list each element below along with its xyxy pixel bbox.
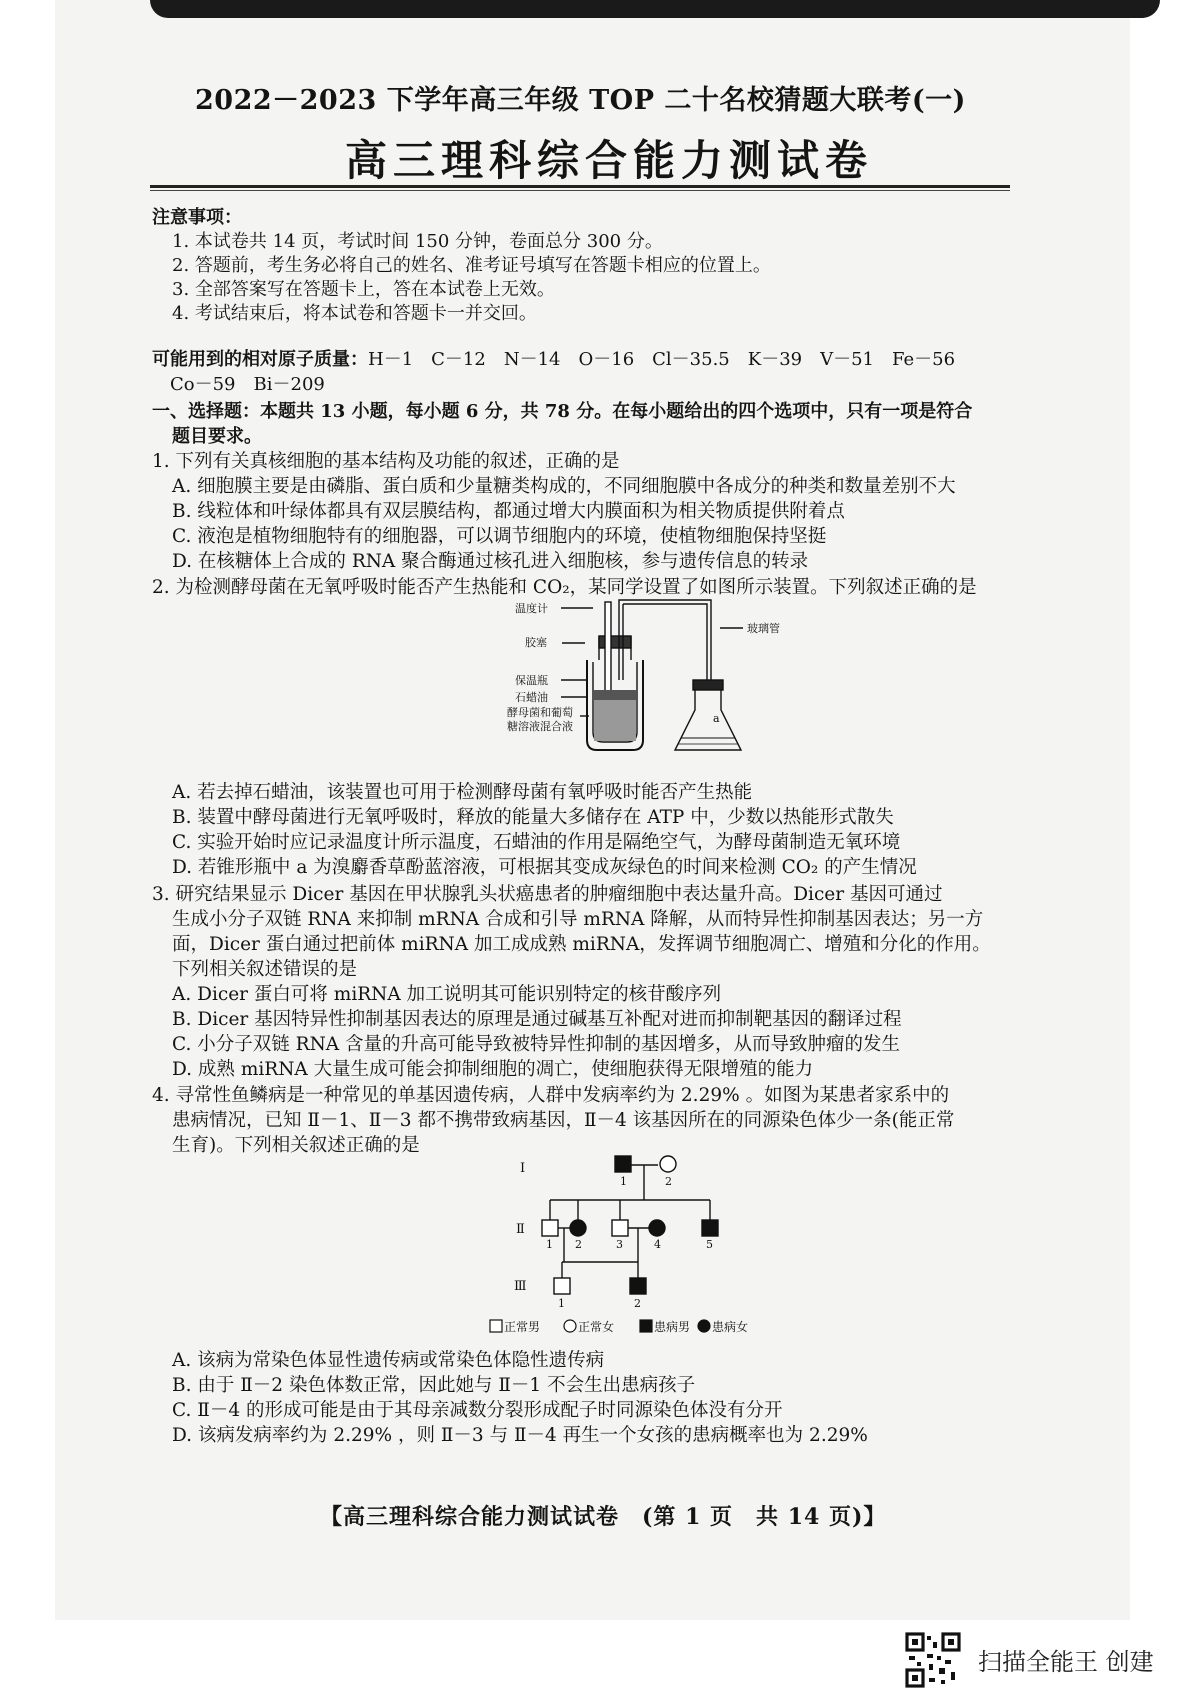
atomic-mass-values-2: Co－59 Bi－209 [170, 374, 325, 395]
q1-option-b: B. 线粒体和叶绿体都具有双层膜结构，都通过增大内膜面积为相关物质提供附着点 [172, 501, 845, 522]
i1-affected-male [615, 1156, 631, 1172]
i2-normal-female [660, 1156, 676, 1172]
q3-stem-3: 面，Dicer 蛋白通过把前体 miRNA 加工成成熟 miRNA，发挥调节细胞凋亡、增殖和分化的作用。 [172, 934, 991, 955]
num-iii1: 1 [558, 1297, 565, 1310]
q3-option-b: B. Dicer 基因特异性抑制基因表达的原理是通过碱基互补配对进而抑制靶基因的翻译过程 [172, 1009, 902, 1030]
num-iii2: 2 [634, 1297, 641, 1310]
ii3-normal-male [612, 1220, 628, 1236]
ii2-affected-female [570, 1220, 586, 1236]
q2-option-d: D. 若锥形瓶中 a 为溴麝香草酚蓝溶液，可根据其变成灰绿色的时间来检测 CO₂ 的产生情况 [172, 857, 917, 878]
ii5-affected-male [702, 1220, 718, 1236]
q3-stem-1: 3. 研究结果显示 Dicer 基因在甲状腺乳头状癌患者的肿瘤细胞中表达量升高。Dicer 基因可通过 [152, 884, 943, 905]
generation-i-label: Ⅰ [520, 1161, 526, 1176]
q2-option-c: C. 实验开始时应记录温度计所示温度，石蜡油的作用是隔绝空气，为酵母菌制造无氧环境 [172, 832, 901, 853]
q4-pedigree-figure [490, 1150, 770, 1335]
label-thermometer: 温度计 [515, 602, 548, 615]
num-i2: 2 [665, 1175, 672, 1188]
q3-option-a: A. Dicer 蛋白可将 miRNA 加工说明其可能识别特定的核苷酸序列 [172, 984, 722, 1005]
iii1-normal-male [554, 1278, 570, 1294]
label-paraffin: 石蜡油 [515, 691, 548, 704]
num-ii5: 5 [706, 1238, 713, 1251]
num-i1: 1 [620, 1175, 627, 1188]
scanner-watermark: 扫描全能王 创建 [978, 1648, 1154, 1676]
title-rule [150, 185, 1010, 188]
legend-normal-male: 正常男 [504, 1320, 541, 1334]
iii2-affected-male [630, 1278, 646, 1294]
ii4-affected-female [649, 1220, 665, 1236]
q4-option-b: B. 由于 Ⅱ－2 染色体数正常，因此她与 Ⅱ－1 不会生出患病孩子 [172, 1375, 696, 1396]
legend-affected-female: 患病女 [712, 1320, 749, 1334]
q1-option-d: D. 在核糖体上合成的 RNA 聚合酶通过核孔进入细胞核，参与遗传信息的转录 [172, 551, 809, 572]
atomic-mass-line [152, 345, 955, 371]
note-item: 3. 全部答案写在答题卡上，答在本试卷上无效。 [172, 279, 555, 300]
q2-apparatus-figure [507, 600, 815, 760]
q4-option-a: A. 该病为常染色体显性遗传病或常染色体隐性遗传病 [172, 1350, 605, 1371]
title-rule-thin [150, 190, 1010, 191]
num-ii3: 3 [616, 1238, 623, 1251]
label-glass-tube: 玻璃管 [747, 622, 780, 635]
q4-stem-3: 生育)。下列相关叙述正确的是 [172, 1135, 420, 1156]
paper-title: 高三理科综合能力测试卷 [345, 136, 874, 185]
qr-code-icon [905, 1632, 961, 1688]
num-ii1: 1 [546, 1238, 553, 1251]
label-mix-1: 酵母菌和葡萄 [507, 706, 573, 719]
legend-affected-male: 患病男 [654, 1320, 691, 1334]
generation-ii-label: Ⅱ [516, 1222, 525, 1237]
ii1-normal-male [542, 1220, 558, 1236]
q1-stem: 1. 下列有关真核细胞的基本结构及功能的叙述，正确的是 [152, 451, 620, 472]
atomic-mass-values: H－1 C－12 N－14 O－16 Cl－35.5 K－39 V－51 Fe－56 [368, 349, 956, 370]
generation-iii-label: Ⅲ [514, 1279, 527, 1294]
exam-title: 2022－2023 下学年高三年级 TOP 二十名校猜题大联考(一) [195, 85, 966, 116]
label-stopper: 胶塞 [525, 636, 547, 649]
num-ii4: 4 [654, 1238, 661, 1251]
legend-normal-female: 正常女 [578, 1320, 615, 1334]
section-heading-cont: 题目要求。 [172, 426, 262, 447]
q3-option-c: C. 小分子双链 RNA 含量的升高可能导致被特异性抑制的基因增多，从而导致肿瘤的发生 [172, 1034, 900, 1055]
note-item: 2. 答题前，考生务必将自己的姓名、准考证号填写在答题卡相应的位置上。 [172, 255, 771, 276]
q4-option-c: C. Ⅱ－4 的形成可能是由于其母亲减数分裂形成配子时同源染色体没有分开 [172, 1400, 783, 1421]
section-heading: 一、选择题：本题共 13 小题，每小题 6 分，共 78 分。在每小题给出的四个选项中，只有一项是符合 [152, 401, 973, 422]
q2-option-b: B. 装置中酵母菌进行无氧呼吸时，释放的能量大多储存在 ATP 中，少数以热能形式散失 [172, 807, 894, 828]
q1-option-a: A. 细胞膜主要是由磷脂、蛋白质和少量糖类构成的，不同细胞膜中各成分的种类和数量差别不大 [172, 476, 956, 497]
page-footer: 【高三理科综合能力测试试卷 (第 1 页 共 14 页)】 [320, 1504, 887, 1530]
label-a: a [713, 712, 720, 725]
note-item: 1. 本试卷共 14 页，考试时间 150 分钟，卷面总分 300 分。 [172, 231, 663, 252]
q1-option-c: C. 液泡是植物细胞特有的细胞器，可以调节细胞内的环境，使植物细胞保持坚挺 [172, 526, 827, 547]
q2-stem: 2. 为检测酵母菌在无氧呼吸时能否产生热能和 CO₂，某同学设置了如图所示装置。下列叙述正确的是 [152, 577, 977, 598]
q4-stem-1: 4. 寻常性鱼鳞病是一种常见的单基因遗传病，人群中发病率约为 2.29% 。如图为某患者家系中的 [152, 1085, 950, 1106]
q4-option-d: D. 该病发病率约为 2.29% ，则 Ⅱ－3 与 Ⅱ－4 再生一个女孩的患病概率也为 2.29% [172, 1425, 868, 1446]
q3-stem-2: 生成小分子双链 RNA 来抑制 mRNA 合成和引导 mRNA 降解，从而特异性抑制基因表达；另一方 [172, 909, 984, 930]
notes-heading: 注意事项： [152, 207, 242, 228]
q4-stem-2: 患病情况，已知 Ⅱ－1、Ⅱ－3 都不携带致病基因，Ⅱ－4 该基因所在的同源染色体少一条(能正常 [172, 1110, 955, 1131]
num-ii2: 2 [575, 1238, 582, 1251]
note-item: 4. 考试结束后，将本试卷和答题卡一并交回。 [172, 303, 537, 324]
q2-option-a: A. 若去掉石蜡油，该装置也可用于检测酵母菌有氧呼吸时能否产生热能 [172, 782, 753, 803]
label-flask: 保温瓶 [515, 674, 548, 687]
label-mix-2: 糖溶液混合液 [507, 720, 573, 733]
q3-option-d: D. 成熟 miRNA 大量生成可能会抑制细胞的凋亡，使细胞获得无限增殖的能力 [172, 1059, 814, 1080]
q3-stem-4: 下列相关叙述错误的是 [172, 959, 358, 980]
atomic-mass-label: 可能用到的相对原子质量： [152, 349, 368, 370]
